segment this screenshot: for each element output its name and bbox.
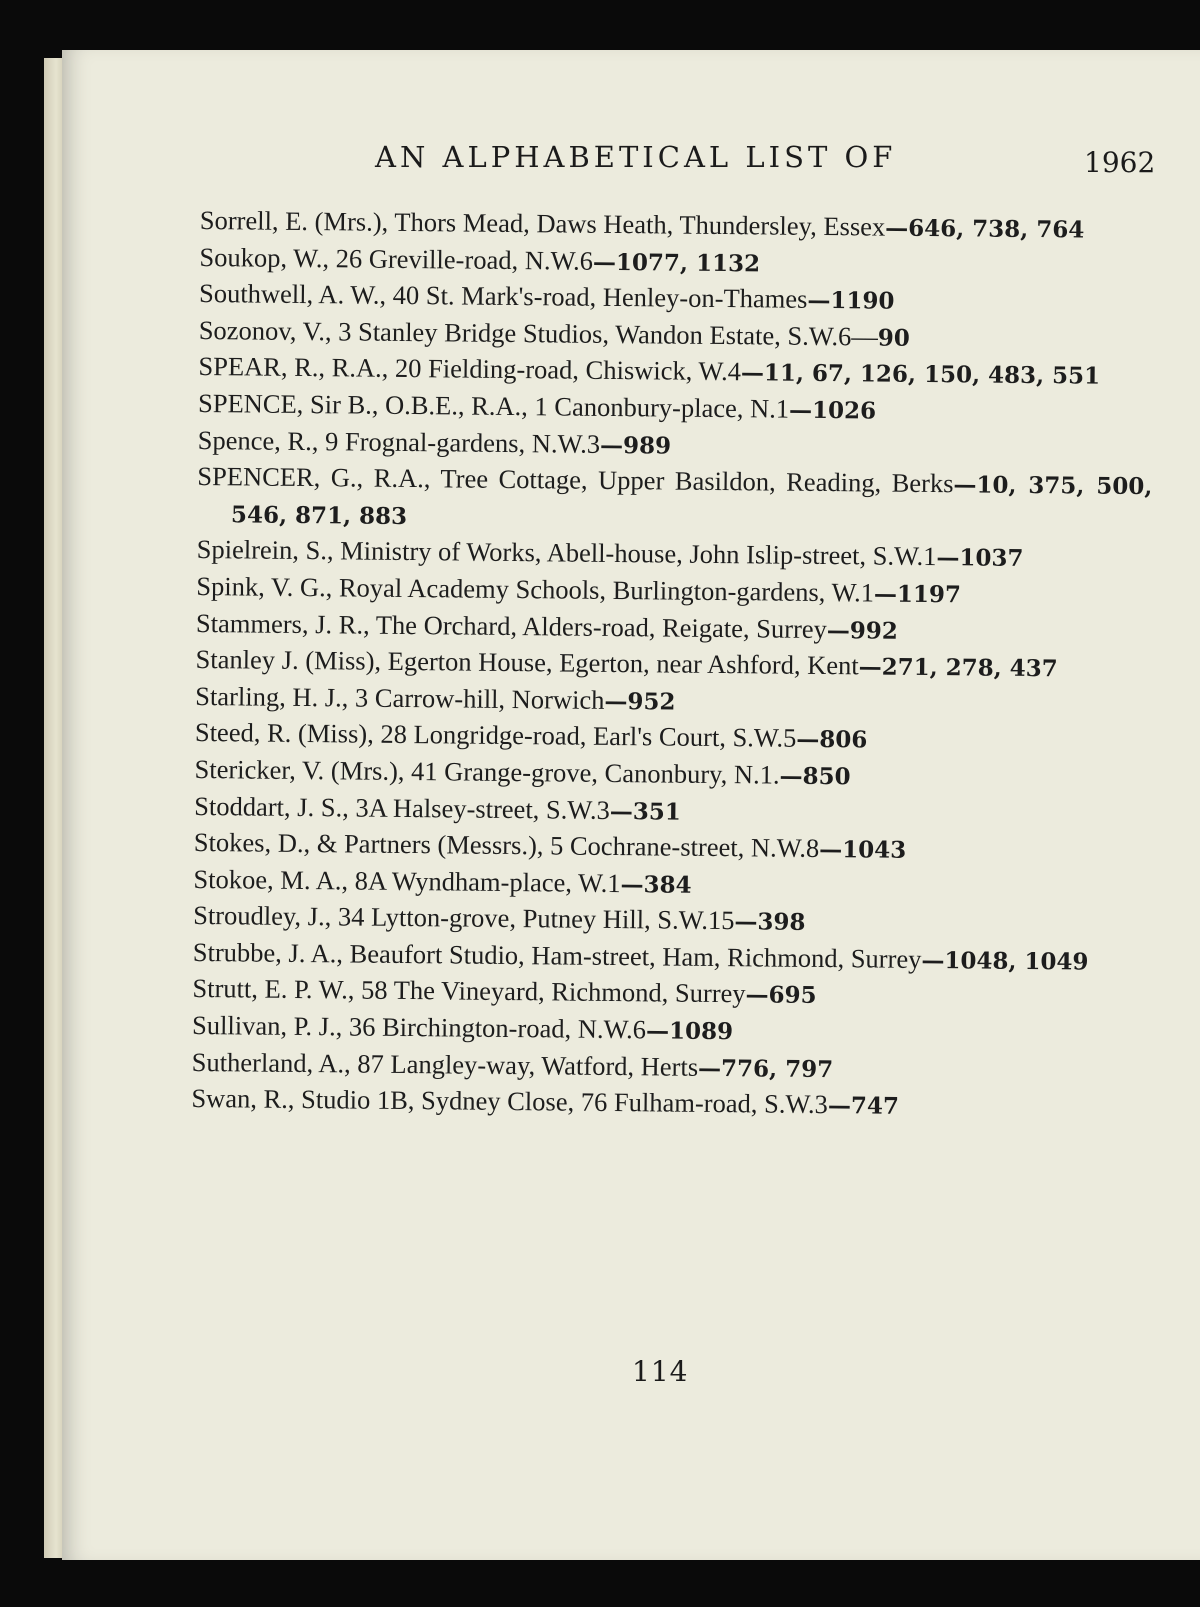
list-item: Sutherland, A., 87 Langley-way, Watford, Herts—776, 797 <box>191 1046 834 1083</box>
list-item: Southwell, A. W., 40 St. Mark's-road, Henley-on-Thames—1190 <box>198 278 895 315</box>
list-item: SPENCER, G., R.A., Tree Cottage, Upper Basildon, Reading, Berks—10, 375, 500, 546, 871, 883 <box>197 461 1153 530</box>
running-head: AN ALPHABETICAL LIST OF <box>375 140 897 174</box>
list-item: Sullivan, P. J., 36 Birchington-road, N.W.6—1089 <box>191 1010 734 1046</box>
running-head-year: 1962 <box>1084 146 1156 179</box>
list-item: Spence, R., 9 Frognal-gardens, N.W.3—989 <box>197 424 672 460</box>
list-item: Stokoe, M. A., 8A Wyndham-place, W.1—384 <box>193 863 692 899</box>
entry-list <box>191 203 1155 1127</box>
list-item: Strubbe, J. A., Beaufort Studio, Ham-street, Ham, Richmond, Surrey—1048, 1049 <box>192 936 1089 976</box>
list-item: Stericker, V. (Mrs.), 41 Grange-grove, Canonbury, N.1.—850 <box>194 753 851 791</box>
list-item: Spielrein, S., Ministry of Works, Abell-house, John Islip-street, S.W.1—1037 <box>196 534 1024 573</box>
list-item: Stanley J. (Miss), Egerton House, Egerton, near Ashford, Kent—271, 278, 437 <box>195 644 1058 683</box>
list-item: Stroudley, J., 34 Lytton-grove, Putney Hill, S.W.15—398 <box>193 900 806 937</box>
list-item: Sorrell, E. (Mrs.), Thors Mead, Daws Heath, Thundersley, Essex—646, 738, 764 <box>199 204 1085 244</box>
list-item: Stoddart, J. S., 3A Halsey-street, S.W.3—351 <box>194 790 681 826</box>
list-item: Spink, V. G., Royal Academy Schools, Burlington-gardens, W.1—1197 <box>196 570 962 609</box>
list-item: Sozonov, V., 3 Stanley Bridge Studios, Wandon Estate, S.W.6—90 <box>198 314 910 352</box>
list-item: Soukop, W., 26 Greville-road, N.W.6—1077, 1132 <box>199 241 761 277</box>
list-item: Starling, H. J., 3 Carrow-hill, Norwich—952 <box>195 680 676 716</box>
list-item: SPENCE, Sir B., O.B.E., R.A., 1 Canonbury-place, N.1—1026 <box>197 387 877 425</box>
page-number: 114 <box>632 1355 689 1388</box>
list-item: SPEAR, R., R.A., 20 Fielding-road, Chiswick, W.4—11, 67, 126, 150, 483, 551 <box>198 351 1101 391</box>
list-item: Strutt, E. P. W., 58 The Vineyard, Richmond, Surrey—695 <box>192 973 817 1010</box>
list-item: Swan, R., Studio 1B, Sydney Close, 76 Fulham-road, S.W.3—747 <box>191 1083 900 1120</box>
list-item: Steed, R. (Miss), 28 Longridge-road, Earl's Court, S.W.5—806 <box>194 717 868 754</box>
list-item: Stammers, J. R., The Orchard, Alders-road, Reigate, Surrey—992 <box>195 607 899 645</box>
list-item: Stokes, D., & Partners (Messrs.), 5 Cochrane-street, N.W.8—1043 <box>193 827 907 864</box>
